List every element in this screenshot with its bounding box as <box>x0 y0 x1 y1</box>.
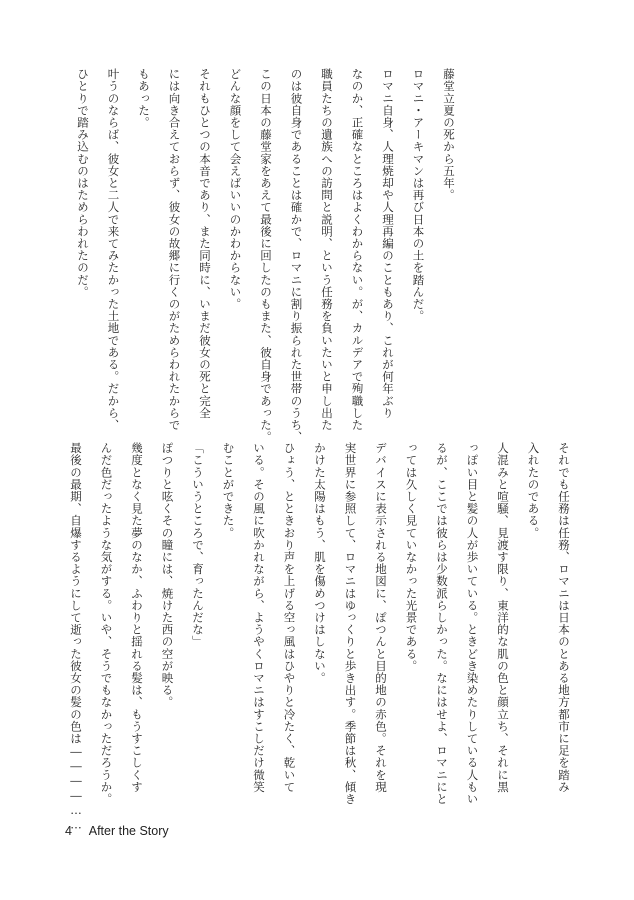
text-line: ロマニ自身、人理焼却や人理再編のこともあり、これが何年ぶり <box>381 68 395 419</box>
text-line: 幾度となく見た夢のなか、ふわりと揺れる髪は、もうすこしくす <box>130 442 144 793</box>
text-line: もあった。 <box>137 68 151 129</box>
text-line: 藤堂立夏の死から五年。 <box>442 68 456 202</box>
text-line: のは彼自身であることは確かで、ロマニに割り振られた世帯のうち、 <box>289 68 304 444</box>
running-title: After the Story <box>88 824 169 838</box>
text-line: 叶うのならば、彼女と二人で来てみたかった土地である。だから、 <box>106 68 121 431</box>
text-line: るが、ここでは彼らは少数派らしかった。なにはせよ、ロマニにと <box>435 442 449 805</box>
text-line: には向き合えておらず、彼女の故郷に行くのがためらわれたからで <box>167 68 182 431</box>
text-line: 「こういうところで、育ったんだな」 <box>191 442 205 648</box>
text-line: 人混みと喧騒、見渡す限り、東洋的な肌の色と顔立ち、それに黒 <box>496 442 510 793</box>
upper-text-block <box>68 68 465 444</box>
text-line: いる。その風に吹かれながら、ようやくロマニはすこしだけ微笑 <box>252 442 266 793</box>
text-line: それでも任務は任務、ロマニは日本のとある地方都市に足を踏み <box>557 442 571 793</box>
text-line: 入れたのである。 <box>526 442 541 539</box>
text-line: ひとりで踏み込むのはためらわれたのだ。 <box>76 68 90 298</box>
text-line: ロマニ・アーキマンは再び日本の土を踏んだ。 <box>411 68 426 323</box>
text-line: かけた太陽はもう、肌を傷めつけはしない。 <box>313 442 327 684</box>
text-line: ひょう、とときおり声を上げる空っ風はひやりと冷たく、乾いて <box>282 442 297 793</box>
text-line: っぽい目と髪の人が歩いている。ときどき染めたりしている人もい <box>465 442 480 805</box>
text-line: 実世界に参照して、ロマニはゆっくりと歩き出す。季節は秋、傾き <box>343 442 358 805</box>
text-line: この日本の藤堂家をあえて最後に回したのもまた、彼自身であった。 <box>259 68 273 444</box>
page-footer <box>65 824 169 838</box>
text-line: どんな顔をして会えばいいのかわからない。 <box>228 68 243 310</box>
text-line: っては久しく見ていなかった光景である。 <box>404 442 419 672</box>
text-line: んだ色だったような気がする。いや、そうでもなかっただろうか。 <box>99 442 114 805</box>
text-line: それもひとつの本音であり、また同時に、いまだ彼女の死と完全 <box>198 68 212 419</box>
page-number: 4 <box>65 824 72 838</box>
text-line: 最後の最期、自爆するようにして逝った彼女の髪の色は――――…… <box>69 442 83 833</box>
text-line: デバイスに表示される地図に、ぽつんと目的地の赤色。それを現 <box>374 442 388 793</box>
text-line: ぽつりと呟くその瞳には、焼けた西の空が映る。 <box>160 442 175 709</box>
text-line: なのか、正確なところはよくわからない。が、カルデアで殉職した <box>350 68 365 431</box>
text-line: 職員たちの遺族への訪問と説明、という任務を負いたいと申し出た <box>320 68 334 431</box>
text-line: むことができた。 <box>221 442 236 539</box>
